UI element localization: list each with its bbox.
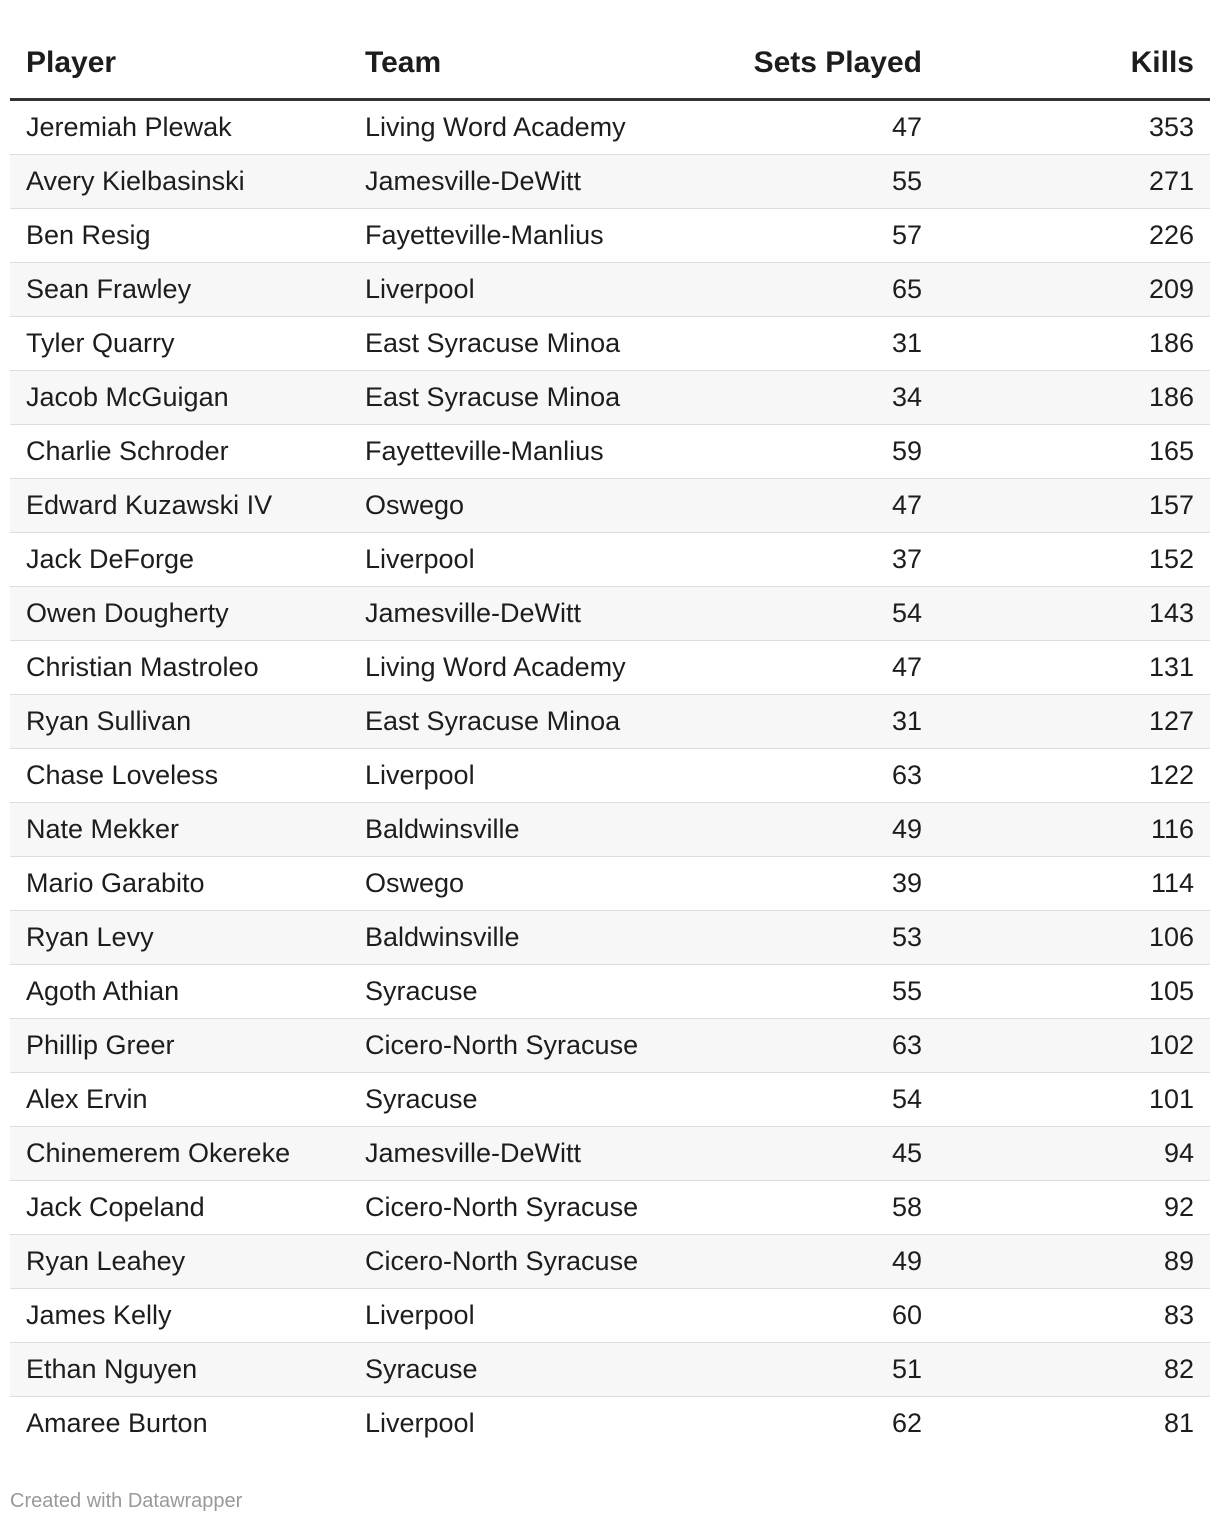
kills-cell: 226 [938,209,1210,263]
kills-cell: 271 [938,155,1210,209]
table-row [10,857,1210,911]
team-cell: Oswego [349,857,682,911]
table-row [10,263,1210,317]
sets-played-cell: 34 [682,371,938,425]
table-row [10,1181,1210,1235]
player-cell: Owen Dougherty [10,587,349,641]
table-row [10,695,1210,749]
sets-played-cell: 59 [682,425,938,479]
player-cell: Chase Loveless [10,749,349,803]
column-header-player[interactable]: Player [10,28,349,100]
player-cell: Jeremiah Plewak [10,100,349,155]
team-cell: Liverpool [349,533,682,587]
team-cell: Syracuse [349,965,682,1019]
player-cell: Amaree Burton [26,1408,208,1438]
table-row [10,749,1210,803]
table-row [10,1019,1210,1073]
team-cell: Cicero-North Syracuse [349,1235,682,1289]
team-cell: Liverpool [365,1408,475,1438]
sets-played-cell: 57 [682,209,938,263]
player-cell: Alex Ervin [10,1073,349,1127]
data-table [10,28,1210,1450]
team-cell: Baldwinsville [349,803,682,857]
kills-cell: 94 [938,1127,1210,1181]
player-cell: Jack Copeland [10,1181,349,1235]
kills-cell: 106 [938,911,1210,965]
player-cell: Christian Mastroleo [10,641,349,695]
team-cell: Syracuse [349,1073,682,1127]
sets-played-cell: 62 [891,1408,922,1438]
table-row [10,965,1210,1019]
kills-cell: 114 [938,857,1210,911]
team-cell: Oswego [349,479,682,533]
player-cell: Jack DeForge [10,533,349,587]
player-cell: Avery Kielbasinski [10,155,349,209]
kills-cell: 186 [938,317,1210,371]
team-cell: Living Word Academy [349,641,682,695]
team-cell: Cicero-North Syracuse [349,1181,682,1235]
kills-cell: 82 [938,1343,1210,1397]
header-row [10,28,1210,100]
sets-played-cell: 49 [682,803,938,857]
sets-played-cell: 58 [682,1181,938,1235]
sets-played-cell: 51 [682,1343,938,1397]
player-cell: Sean Frawley [10,263,349,317]
table-row [10,533,1210,587]
column-header-kills[interactable]: Kills [938,28,1210,100]
team-cell: Jamesville-DeWitt [349,1127,682,1181]
sets-played-cell: 39 [682,857,938,911]
team-cell: Liverpool [349,749,682,803]
table-row [10,641,1210,695]
player-cell: Ryan Sullivan [10,695,349,749]
sets-played-cell: 55 [682,965,938,1019]
kills-cell: 81 [1163,1408,1194,1438]
kills-cell: 131 [938,641,1210,695]
team-cell: Fayetteville-Manlius [349,425,682,479]
player-cell: Tyler Quarry [10,317,349,371]
table-row [10,100,1210,155]
kills-cell: 165 [938,425,1210,479]
table-row [10,371,1210,425]
sets-played-cell: 31 [682,695,938,749]
player-cell: Agoth Athian [10,965,349,1019]
sets-played-cell: 63 [682,749,938,803]
table-header [10,28,1210,100]
sets-played-cell: 49 [682,1235,938,1289]
kills-cell: 353 [938,100,1210,155]
table-row [10,587,1210,641]
kills-cell: 101 [938,1073,1210,1127]
player-cell: Mario Garabito [10,857,349,911]
sets-played-cell: 47 [682,100,938,155]
table-row [10,911,1210,965]
kills-cell: 143 [938,587,1210,641]
sets-played-cell: 47 [682,641,938,695]
player-cell: Charlie Schroder [10,425,349,479]
team-cell: Syracuse [349,1343,682,1397]
sets-played-cell: 45 [682,1127,938,1181]
player-cell: Phillip Greer [10,1019,349,1073]
player-cell: Ethan Nguyen [10,1343,349,1397]
column-header-team[interactable]: Team [349,28,682,100]
table-row [10,1343,1210,1397]
table-row [10,1073,1210,1127]
sets-played-cell: 65 [682,263,938,317]
table-row [10,479,1210,533]
sets-played-cell: 54 [682,587,938,641]
team-cell: Living Word Academy [349,100,682,155]
kills-cell: 102 [938,1019,1210,1073]
kills-cell: 209 [938,263,1210,317]
table-row [10,155,1210,209]
player-cell: Nate Mekker [10,803,349,857]
table-row [10,803,1210,857]
team-cell: Fayetteville-Manlius [349,209,682,263]
player-cell: Ryan Levy [10,911,349,965]
team-cell: Baldwinsville [349,911,682,965]
kills-cell: 122 [938,749,1210,803]
player-cell: Chinemerem Okereke [10,1127,349,1181]
table-row [10,1289,1210,1343]
table-row [10,317,1210,371]
player-cell: Jacob McGuigan [10,371,349,425]
kills-cell: 92 [938,1181,1210,1235]
team-cell: East Syracuse Minoa [349,695,682,749]
sets-played-cell: 60 [682,1289,938,1343]
kills-cell: 83 [938,1289,1210,1343]
kills-cell: 157 [938,479,1210,533]
kills-cell: 127 [938,695,1210,749]
datawrapper-credit: Created with Datawrapper [10,1490,243,1512]
table-row [10,1127,1210,1181]
kills-cell: 152 [938,533,1210,587]
team-cell: Liverpool [349,1289,682,1343]
sets-played-cell: 31 [682,317,938,371]
team-cell: East Syracuse Minoa [349,371,682,425]
table-row [10,209,1210,263]
team-cell: Jamesville-DeWitt [349,587,682,641]
sets-played-cell: 53 [682,911,938,965]
team-cell: Liverpool [349,263,682,317]
sets-played-cell: 55 [682,155,938,209]
kills-cell: 116 [938,803,1210,857]
kills-cell: 89 [938,1235,1210,1289]
sets-played-cell: 54 [682,1073,938,1127]
table-row [10,425,1210,479]
table-row [10,1235,1210,1289]
table-body [10,100,1210,1451]
sets-played-cell: 37 [682,533,938,587]
sets-played-cell: 63 [682,1019,938,1073]
team-cell: East Syracuse Minoa [349,317,682,371]
sets-played-cell: 47 [682,479,938,533]
table-row [10,1397,1210,1451]
data-table-container [10,28,1210,1450]
team-cell: Jamesville-DeWitt [349,155,682,209]
player-cell: Ryan Leahey [10,1235,349,1289]
player-cell: James Kelly [10,1289,349,1343]
player-cell: Edward Kuzawski IV [10,479,349,533]
column-header-sets-played[interactable]: Sets Played [682,28,938,100]
kills-cell: 186 [938,371,1210,425]
player-cell: Ben Resig [10,209,349,263]
team-cell: Cicero-North Syracuse [349,1019,682,1073]
kills-cell: 105 [938,965,1210,1019]
